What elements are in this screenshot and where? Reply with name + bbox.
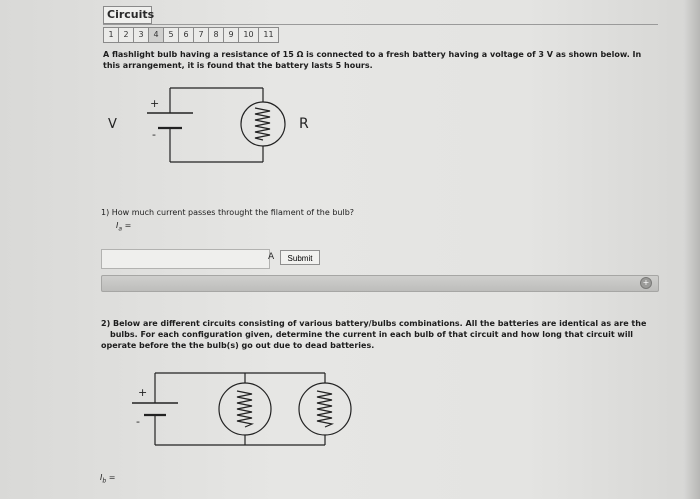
problem-intro <box>103 49 663 71</box>
question-2-text <box>101 318 666 351</box>
progress-bar <box>101 275 659 292</box>
problem-intro-line-2: this arrangement, it is found that the battery lasts 5 hours. <box>103 61 373 70</box>
tab-6[interactable]: 6 <box>179 28 194 42</box>
bulb-2-circle <box>299 383 351 435</box>
current-symbol-ia-letter: I <box>116 221 119 230</box>
current-symbol-ia-equals: = <box>122 221 132 230</box>
current-symbol-ia <box>116 220 131 235</box>
bulb-1-filament <box>237 391 252 427</box>
tab-4[interactable]: 4 <box>149 28 164 42</box>
tab-9[interactable]: 9 <box>224 28 239 42</box>
bulb-1-circle <box>219 383 271 435</box>
voltage-label: V <box>108 117 117 132</box>
question-1-text: 1) How much current passes throught the filament of the bulb? <box>101 208 355 217</box>
tab-1[interactable]: 1 <box>104 28 119 42</box>
circuit-diagram-2 <box>120 365 360 455</box>
tab-7[interactable]: 7 <box>194 28 209 42</box>
battery-minus-sign: - <box>136 415 140 428</box>
battery-plus-sign: + <box>138 386 148 399</box>
tab-2[interactable]: 2 <box>119 28 134 42</box>
current-symbol-ib-equals: = <box>106 473 116 482</box>
answer-input-ia[interactable] <box>101 249 270 269</box>
page-title: Circuits <box>103 6 152 24</box>
question-2-line-1: 2) Below are different circuits consisting of various battery/bulbs combinations. All the batteries are identical as are the <box>101 319 647 328</box>
submit-button[interactable]: Submit <box>280 250 320 265</box>
bulb-2-filament <box>317 391 332 427</box>
tab-8[interactable]: 8 <box>209 28 224 42</box>
resistor-label: R <box>299 116 309 132</box>
tab-11[interactable]: 11 <box>259 28 278 42</box>
unit-label-amps: A <box>268 252 275 262</box>
tab-10[interactable]: 10 <box>239 28 259 42</box>
problem-intro-line-1: A flashlight bulb having a resistance of 15 Ω is connected to a fresh battery having a voltage of 3 V as shown below. In <box>103 50 642 59</box>
question-2-line-3: operate before the the bulb(s) go out due to dead batteries. <box>101 341 375 350</box>
current-symbol-ib <box>100 472 115 487</box>
question-2-line-2: bulbs. For each configuration given, determine the current in each bulb of that circuit and how long that circuit will <box>110 330 634 339</box>
battery-plus-sign: + <box>150 97 160 110</box>
circuit-diagram-1 <box>100 80 340 170</box>
battery-minus-sign: - <box>152 128 156 141</box>
current-symbol-ib-subscript: b <box>102 477 107 485</box>
tab-5[interactable]: 5 <box>164 28 179 42</box>
current-symbol-ia-subscript: a <box>118 225 123 233</box>
problem-tabs <box>103 27 279 43</box>
bulb-filament <box>255 108 270 140</box>
plus-circle-icon[interactable]: + <box>640 277 652 289</box>
edge-shadow <box>684 0 700 499</box>
tab-3[interactable]: 3 <box>134 28 149 42</box>
current-symbol-ib-letter: I <box>100 473 103 482</box>
header-divider <box>103 24 658 25</box>
